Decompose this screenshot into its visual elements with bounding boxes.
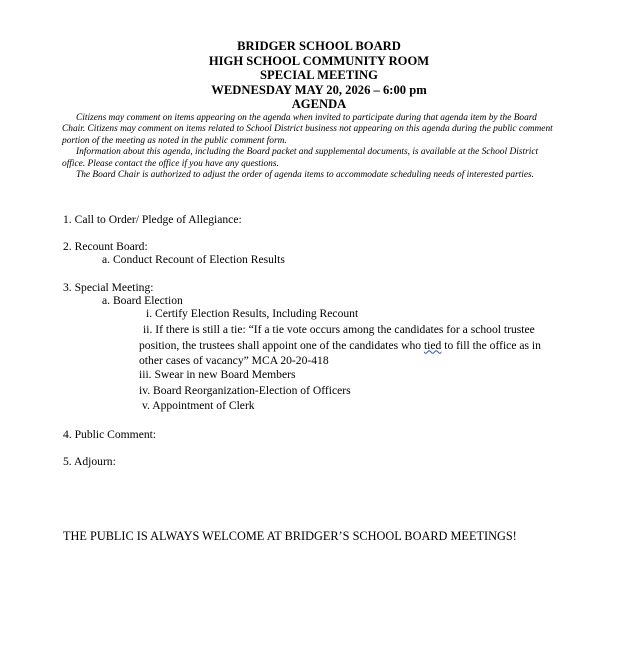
agenda-item-recount-board: 2. Recount Board: — [63, 240, 148, 253]
agenda-item-call-to-order: 1. Call to Order/ Pledge of Allegiance: — [63, 213, 242, 226]
agenda-item-public-comment: 4. Public Comment: — [63, 428, 157, 441]
spellcheck-flagged-word: tied — [423, 338, 442, 352]
agenda-subitem-tie-rule — [139, 322, 559, 369]
agenda-title: AGENDA — [291, 97, 347, 112]
intro-notice — [62, 113, 562, 181]
meeting-date-time: WEDNESDAY MAY 20, 2026 – 6:00 pm — [211, 82, 427, 97]
agenda-item-special-meeting: 3. Special Meeting: — [63, 281, 154, 294]
agenda-subitem-board-election: a. Board Election — [102, 294, 183, 307]
agenda-header — [0, 39, 638, 112]
intro-paragraph-order: The Board Chair is authorized to adjust the order of agenda items to accommodate scheduling needs of interested parties. — [76, 170, 535, 181]
tie-rule-text-end: to fill the office as in other cases of vacancy” MCA 20-20-418 — [139, 338, 541, 367]
agenda-subitem-swear-in: iii. Swear in new Board Members — [139, 368, 296, 381]
tie-rule-text-start: ii. If there is still a tie: “If a tie vote occurs among the candidates for a school trustee position, the trustees shall appoint one of the candidates who — [139, 323, 535, 352]
public-welcome-footer: THE PUBLIC IS ALWAYS WELCOME AT BRIDGER’S SCHOOL BOARD MEETINGS! — [63, 529, 517, 543]
agenda-subitem-reorganization: iv. Board Reorganization-Election of Officers — [139, 384, 351, 397]
intro-paragraph-information: Information about this agenda, including the Board packet and supplemental documents, is available at the School District office. Please contact the office if you have any questions. — [62, 147, 539, 169]
agenda-subitem-appoint-clerk: v. Appointment of Clerk — [142, 399, 255, 412]
agenda-subitem-certify-results: i. Certify Election Results, Including Recount — [146, 307, 359, 320]
intro-paragraph-comments: Citizens may comment on items appearing on the agenda when invited to participate during that agenda item by the Board Chair. Citizens may comment on items related to School District business not appearing on this agenda during the public comment portion of the meeting as noted in the public comment form. — [62, 113, 553, 146]
agenda-subitem-conduct-recount: a. Conduct Recount of Election Results — [102, 253, 285, 266]
meeting-type: SPECIAL MEETING — [260, 68, 378, 83]
agenda-item-adjourn: 5. Adjourn: — [63, 455, 116, 468]
board-name: BRIDGER SCHOOL BOARD — [237, 39, 401, 53]
meeting-location: HIGH SCHOOL COMMUNITY ROOM — [208, 53, 430, 68]
